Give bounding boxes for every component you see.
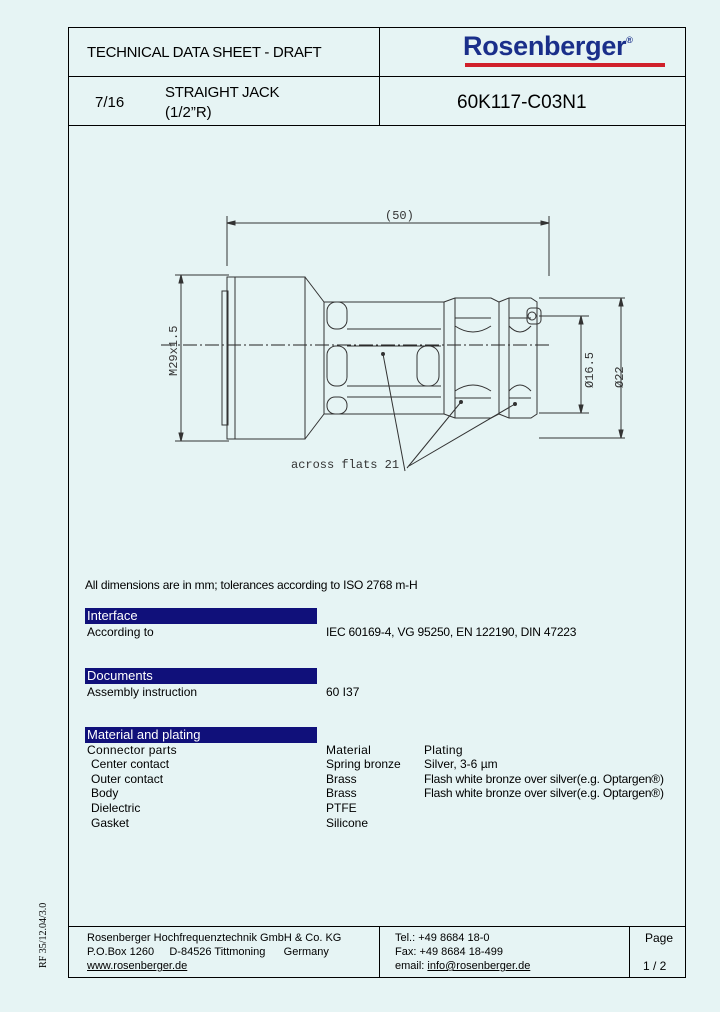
material-material: PTFE (326, 801, 357, 815)
interface-value: IEC 60169-4, VG 95250, EN 122190, DIN 47223 (326, 625, 577, 639)
length-dimension-label: (50) (385, 209, 414, 223)
logo-underline (465, 63, 665, 67)
footer-email-prefix: email: (395, 960, 428, 972)
material-material: Silicone (326, 816, 369, 830)
connector-drawing (69, 126, 685, 486)
interface-label: According to (87, 625, 154, 639)
footer-tel: Tel.: +49 8684 18-0 (395, 932, 490, 944)
page-number: 1 / 2 (643, 959, 667, 973)
document-revision-label: RF 35/12.04/3.0 (38, 902, 49, 968)
sheet-title: TECHNICAL DATA SHEET - DRAFT (87, 44, 322, 61)
footer-email-line (395, 959, 530, 973)
material-col-material: Material (326, 743, 372, 757)
across-flats-label: across flats 21 (291, 458, 400, 472)
documents-label: Assembly instruction (87, 685, 198, 699)
product-name-line1: STRAIGHT JACK (165, 84, 280, 101)
material-part: Dielectric (91, 801, 141, 815)
footer-company: Rosenberger Hochfrequenztechnik GmbH & Co. KG (87, 932, 342, 944)
logo-mark: ® (626, 35, 633, 45)
tolerance-note: All dimensions are in mm; tolerances according to ISO 2768 m-H (85, 578, 418, 592)
footer-fax: Fax: +49 8684 18-499 (395, 946, 503, 958)
size-code: 7/16 (95, 94, 125, 111)
material-col-parts: Connector parts (87, 743, 177, 757)
footer-rule (69, 926, 685, 927)
material-material: Brass (326, 772, 357, 786)
datasheet-frame (68, 27, 686, 978)
footer-divider-2 (629, 926, 630, 978)
footer-website-link[interactable]: www.rosenberger.de (87, 960, 188, 972)
outer-diameter-label: Ø22 (613, 366, 627, 388)
footer-address: P.O.Box 1260 D-84526 Tittmoning Germany (87, 946, 329, 958)
material-part: Outer contact (91, 772, 164, 786)
documents-value: 60 I37 (326, 685, 360, 699)
material-part: Gasket (91, 816, 130, 830)
footer-email-link[interactable]: info@rosenberger.de (427, 960, 531, 972)
header-rule-1 (69, 76, 685, 77)
inner-diameter-label: Ø16.5 (583, 351, 597, 388)
material-col-plating: Plating (424, 743, 463, 757)
footer-divider-1 (379, 926, 380, 978)
material-heading: Material and plating (85, 727, 317, 743)
interface-heading: Interface (85, 608, 317, 624)
product-name-line2: (1/2”R) (165, 104, 212, 121)
material-plating: Flash white bronze over silver(e.g. Optargen®) (424, 786, 664, 800)
material-part: Body (91, 786, 119, 800)
page-label: Page (645, 931, 674, 945)
part-number: 60K117-C03N1 (457, 92, 587, 113)
material-part: Center contact (91, 757, 170, 771)
material-material: Brass (326, 786, 357, 800)
material-plating: Flash white bronze over silver(e.g. Optargen®) (424, 772, 664, 786)
thread-dimension-label: M29x1.5 (167, 325, 181, 376)
material-material: Spring bronze (326, 757, 401, 771)
documents-heading: Documents (85, 668, 317, 684)
logo-text: Rosenberger (463, 31, 627, 61)
material-plating: Silver, 3-6 µm (424, 757, 498, 771)
